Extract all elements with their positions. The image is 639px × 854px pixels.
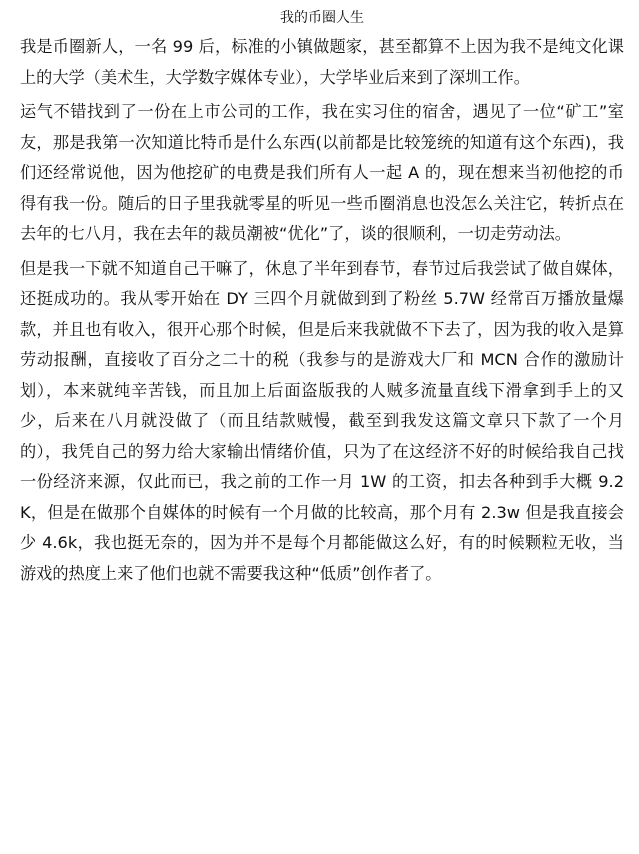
paragraph-self-media: 但是我一下就不知道自己干嘛了，休息了半年到春节，春节过后我尝试了做自媒体，还挺成功的。我从零开始在 DY 三四个月就做到到了粉丝 5.7W 经常百万播放量爆款，并且也有收入，很开心那个时候，但是后来我就做不下去了，因为我的收入是算劳动报酬，直接收了百分之二十的税（我参与的是游戏大厂和 MCN 合作的激励计划），本来就纯辛苦钱，而且加上后面盗版我的人贼多流量直线下滑拿到手上的又少，后来在八月就没做了（而且结款贼慢，截至到我发这篇文章只下款了一个月的），我凭自己的努力给大家输出情绪价值，只为了在这经济不好的时候给我自己找一份经济来源，仅此而已，我之前的工作一月 1W 的工资，扣去各种到手大概 9.2K，但是在做那个自媒体的时候有一个月做的比较高，那个月有 2.3w 但是我直接会少 4.6k，我也挺无奈的，因为并不是每个月都能做这么好，有的时候颗粒无收，当游戏的热度上来了他们也就不需要我这种“低质”创作者了。 bbox=[20, 258, 624, 583]
paragraph-intro: 我是币圈新人，一名 99 后，标准的小镇做题家，甚至都算不上因为我不是纯文化课上的大学（美术生，大学数字媒体专业），大学毕业后来到了深圳工作。 bbox=[20, 37, 624, 87]
document-title: 我的币圈人生 bbox=[280, 10, 364, 26]
document bbox=[20, 8, 624, 593]
paragraph-miner-roommate: 运气不错找到了一份在上市公司的工作，我在实习住的宿舍，遇见了一位“矿工”室友，那是我第一次知道比特币是什么东西(以前都是比较笼统的知道有这个东西)，我们还经常说他，因为他挖矿的电费是我们所有人一起 A 的，现在想来当初他挖的币得有我一份。随后的日子里我就零星的听见一些币圈消息也没怎么关注它，转折点在去年的七八月，我在去年的裁员潮被“优化”了，谈的很顺利，一切走劳动法。 bbox=[20, 102, 624, 243]
